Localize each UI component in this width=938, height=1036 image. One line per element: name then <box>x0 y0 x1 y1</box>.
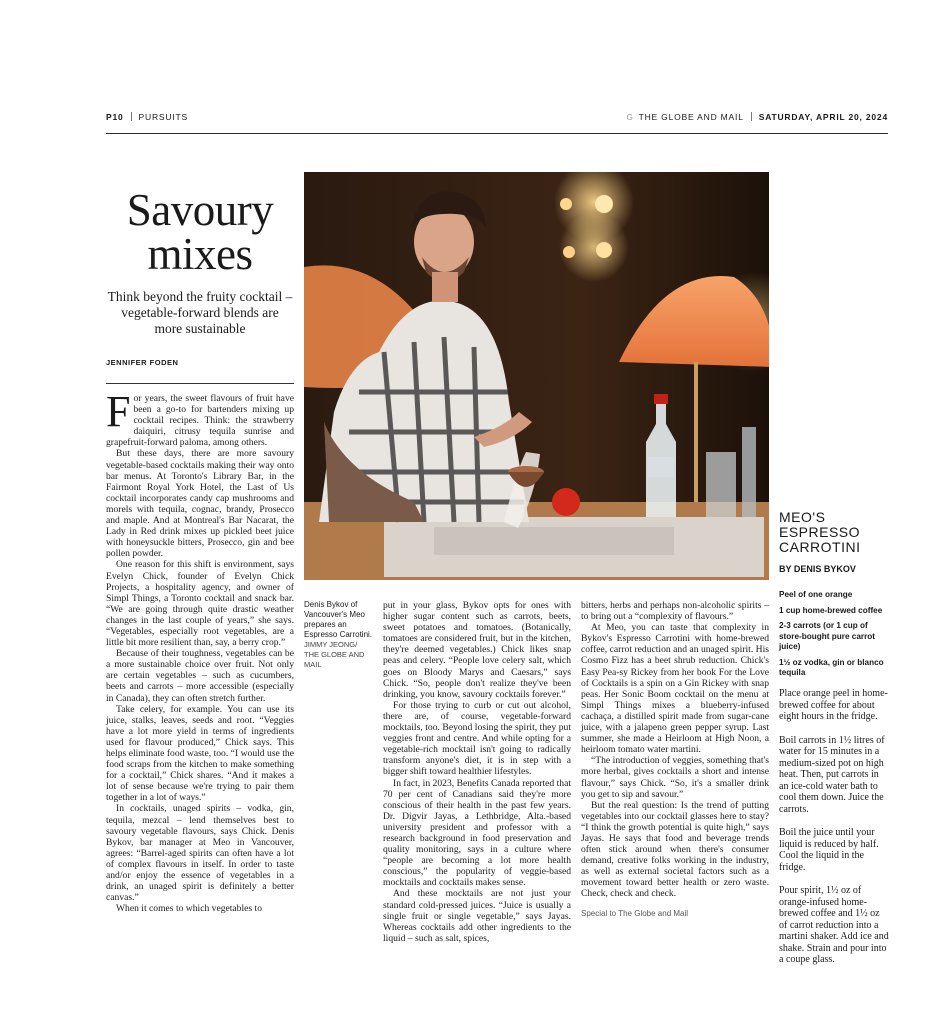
article-paragraph: And these mocktails are not just your standard cold-pressed juices. “Juice is usually a single fruit or single vegetable,” says Jayas. Whereas cocktails add other ingredients to the liquid – such as salt, spices, <box>383 888 571 944</box>
folio-divider <box>131 112 132 121</box>
issue-date: SATURDAY, APRIL 20, 2024 <box>758 112 888 122</box>
publication-name: THE GLOBE AND MAIL <box>638 112 744 122</box>
recipe-step: Place orange peel in home-brewed coffee for about eight hours in the fridge. <box>779 688 888 722</box>
page-number: P10 <box>106 112 124 122</box>
article-paragraph: For those trying to curb or cut out alcohol, there are, of course, vegetable-forward mocktails, too. Beyond losing the spirit, they put veggies front and centre. And while opting for a vegetable-rich mocktail isn't going to radically transform anyone's diet, it is in step with a bigger shift toward healthier lifestyles. <box>383 699 571 778</box>
article-column-2 <box>383 600 571 944</box>
section-name: PURSUITS <box>138 112 188 122</box>
article-paragraph: “The introduction of veggies, something that's more herbal, gives cocktails a short and intense flavour,” says Chick. “So, it's a smaller drink you get to sip and savour.” <box>581 755 769 800</box>
lead-text: or years, the sweet flavours of fruit have been a go-to for bartenders mixing up cocktail recipes. Think: the strawberry daiquiri, citrusy tequila sunrise and grapefruit-forward paloma, among others. <box>106 393 294 449</box>
article-signoff: Special to The Globe and Mail <box>581 908 689 918</box>
photo-caption <box>304 600 374 670</box>
recipe-step: Pour spirit, 1½ oz of orange-infused home-brewed coffee and 1½ oz of carrot reduction into a martini shaker. Add ice and shake. Strain and pour into a coupe glass. <box>779 885 889 965</box>
article-column-3 <box>581 600 769 919</box>
article-paragraph: One reason for this shift is environment, says Evelyn Chick, founder of Evelyn Chick Projects, a hospitality agency, and owner of Simpl Things, a Toronto cocktail and snack bar. “We are going through quite drastic weather changes in the last couple of years,” she says. “Vegetables, especially root vegetables, are a little bit more resilient than, say, a berry crop.” <box>106 559 294 649</box>
ingredient-item: 1 cup home-brewed coffee <box>779 605 883 615</box>
article-paragraph: At Meo, you can taste that complexity in Bykov's Espresso Carrotini with home-brewed coffee, carrot reduction and an unaged spirit. His Cosmo Fizz has a beet shrub reduction. Chick's Easy Pea-sy Rickey from her book For the Love of Cocktails is a spin on a Gin Rickey with snap peas. Her Sonic Boom cocktail on the menu at Simpl Things mixes a blueberry-infused cachaça, a distilled spirit made from sugar-cane juice, with a jalapeno green pepper syrup. Last summer, she made a Heirloom at High Noon, a heirloom tomato water martini. <box>581 622 769 756</box>
article-paragraph: bitters, herbs and perhaps non-alcoholic spirits – to bring out a “complexity of flavours.” <box>581 600 769 623</box>
ingredient-item: 1½ oz vodka, gin or blanco tequila <box>779 657 884 677</box>
globe-and-mail-g-icon: G <box>626 113 634 122</box>
article-paragraph: In cocktails, unaged spirits – vodka, gin, tequila, mezcal – lend themselves best to savoury vegetable flavours, says Chick. Denis Bykov, bar manager at Meo in Vancouver, agrees: “Barrel-aged spirits can often have a lot of complex flavours in itself. In order to taste and/or enjoy the essence of vegetables in a drink, an unaged spirit is definitely a better canvas.” <box>106 803 294 904</box>
article-dek: Think beyond the fruity cocktail – vegetable-forward blends are more sustainable <box>107 289 293 336</box>
ingredient-item: Peel of one orange <box>779 590 853 599</box>
recipe-step: Boil the juice until your liquid is reduced by half. Cool the liquid in the fridge. <box>779 827 879 873</box>
article-paragraph: put in your glass, Bykov opts for ones with higher sugar content such as carrots, beets, sweet potatoes and tomatoes. (Botanically, tomatoes are considered fruit, but in the kitchen, they're deemed vegetables.) Chick likes snap peas and celery. “People love celery salt, which goes on Bloody Marys and Caesars,” says Chick. “So, people don't realize they've been drinking, you know, savoury cocktails forever.” <box>383 600 571 700</box>
photo-credit: JIMMY JEONG/ THE GLOBE AND MAIL <box>304 640 365 669</box>
article-paragraph: But these days, there are more savoury vegetable-based cocktails making their way onto bar menus. At Toronto's Library Bar, in the Fairmont Royal York Hotel, the Last of Us cocktail incorporates candy cap mushrooms and morels with tequila, cognac, brandy, Prosecco and maple. And at Montreal's Bar Nacarat, the Lady in Red drink mixes up pickled beet juice with honeysuckle bitters, Prosecco, gin and bee pollen powder. <box>106 448 294 560</box>
page-header <box>106 112 888 134</box>
article-paragraph: Because of their toughness, vegetables can be a more sustainable choice over fruit. Not only are certain vegetables – such as cucumbers, beets and carrots – more accessible (especially in Canada), they can often stretch further. <box>106 648 294 704</box>
recipe-title: MEO'S ESPRESSO CARROTINI <box>779 509 861 555</box>
article-column-1 <box>106 387 294 915</box>
article-paragraph: In fact, in 2023, Benefits Canada reported that 70 per cent of Canadians said they're more conscious of their health in the past few years. Dr. Digvir Jayas, a Lethbridge, Alta.-based university president and professor with a research background in food preservation and quality monitoring, says in a culture where “people are becoming a lot more health conscious,” the popularity of veggie-based mocktails and cocktails makes sense. <box>383 777 571 889</box>
article-lead-paragraph <box>106 387 294 449</box>
article-paragraph: Take celery, for example. You can use its juice, stalks, leaves, seeds and root. “Veggies have a lot more yield in terms of ingredients used for flavour produced,” Chick says. This helps eliminate food waste, too. “I would use the food scraps from the kitchen to make something for a cocktail,” Chick shares. “And it makes a lot of sense because we're trying to pair them together in a lot of ways.” <box>106 703 294 804</box>
article-paragraph: But the real question: Is the trend of putting vegetables into our cocktail glasses here to stay? “I think the growth potential is quite high,” says Jayas. He says that food and beverage trends often stick around when there's consumer demand, creative folks working in the industry, as well as external societal factors such as a movement toward better health or zero waste. Check, check and check. <box>581 799 769 900</box>
page-folio <box>106 112 188 122</box>
article-headline: Savoury mixes <box>126 185 274 279</box>
recipe-step: Boil carrots in 1½ litres of water for 15 minutes in a medium-sized pot on high heat. Then, put carrots in an ice-cold water bath to cool them down. Juice the carrots. <box>779 734 885 815</box>
drop-cap: F <box>106 387 131 436</box>
article-paragraph: When it comes to which vegetables to <box>116 903 262 915</box>
recipe-byline: BY DENIS BYKOV <box>779 564 856 574</box>
caption-text: Denis Bykov of Vancouver's Meo prepares an Espresso Carrotini. <box>304 600 373 639</box>
article-photo <box>304 172 769 580</box>
byline-rule <box>106 383 294 384</box>
bartender-photo-illustration <box>304 172 769 580</box>
header-divider <box>751 112 752 121</box>
publication-info <box>627 112 888 122</box>
ingredient-item: 2-3 carrots (or 1 cup of store-bought pure carrot juice) <box>779 621 875 651</box>
article-byline: JENNIFER FODEN <box>106 358 179 367</box>
recipe-steps <box>779 688 889 978</box>
recipe-ingredients <box>779 590 889 684</box>
